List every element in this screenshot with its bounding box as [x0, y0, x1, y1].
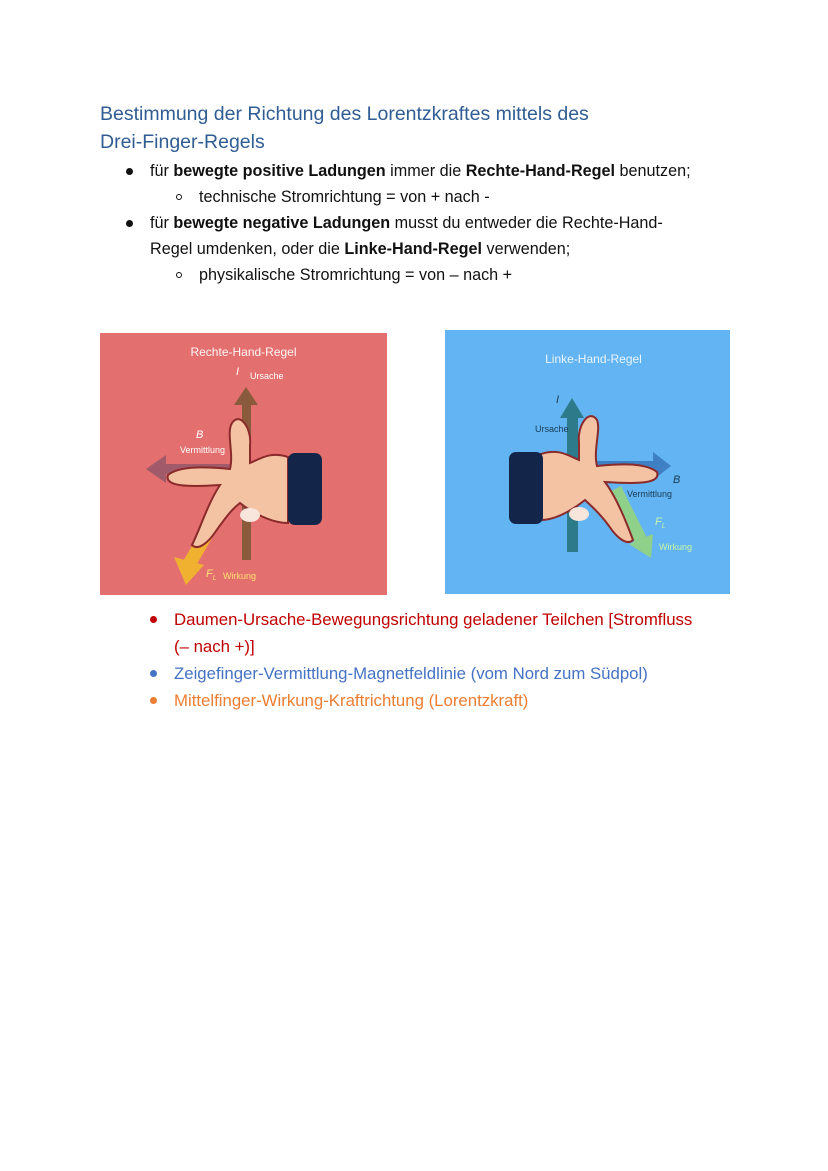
figure-title: Linke-Hand-Regel	[545, 352, 642, 366]
left-hand-illustration	[445, 330, 730, 594]
sleeve-cuff	[288, 453, 322, 525]
bullet-dot	[126, 220, 133, 227]
force-arrow-head	[174, 557, 204, 585]
effect-label: Wirkung	[659, 542, 693, 552]
field-arrow-head	[146, 455, 166, 483]
bullet-positive-charges: für bewegte positive Ladungen immer die Rechte-Hand-Regel benutzen;	[150, 162, 691, 180]
sleeve-cuff	[509, 452, 543, 524]
middle-finger-meaning: Mittelfinger-Wirkung-Kraftrichtung (Lorentzkraft)	[174, 691, 529, 710]
fingernail	[569, 507, 589, 521]
index-finger-meaning: Zeigefinger-Vermittlung-Magnetfeldlinie (vom Nord zum Südpol)	[174, 664, 648, 683]
bullet-negative-charges-line1: für bewegte negative Ladungen musst du entweder die Rechte-Hand-	[150, 214, 663, 232]
current-symbol: I	[556, 394, 560, 406]
bullet-dot-red	[150, 616, 157, 623]
cause-label: Ursache	[535, 424, 569, 434]
current-arrow-head	[560, 398, 584, 418]
left-hand-rule-figure	[445, 330, 730, 594]
right-hand-rule-figure	[100, 333, 387, 595]
sub-bullet-technical-current: technische Stromrichtung = von + nach -	[199, 188, 490, 206]
page-title	[100, 100, 720, 156]
thumb-meaning-line2: (– nach +)]	[174, 637, 255, 656]
mediation-label: Vermittlung	[180, 445, 226, 455]
title-line-1: Bestimmung der Richtung des Lorentzkraftes mittels des	[100, 103, 589, 125]
field-symbol: B	[673, 474, 681, 486]
mediation-label: Vermittlung	[627, 489, 673, 499]
fingernail	[240, 508, 260, 522]
sub-bullet-circle	[176, 272, 182, 278]
thumb-meaning-line1: Daumen-Ursache-Bewegungsrichtung geladener Teilchen [Stromfluss	[174, 610, 693, 629]
right-hand-illustration	[100, 333, 387, 595]
current-symbol: I	[236, 366, 240, 378]
title-line-2: Drei-Finger-Regels	[100, 131, 265, 153]
current-arrow-head	[234, 387, 258, 405]
effect-label: Wirkung	[223, 571, 257, 581]
bullet-dot	[126, 168, 133, 175]
force-symbol: $F_L$	[206, 568, 217, 583]
bullet-negative-charges-line2: Regel umdenken, oder die Linke-Hand-Regel verwenden;	[150, 240, 571, 258]
hand-shape	[168, 419, 288, 547]
bullet-dot-blue	[150, 670, 157, 677]
hand-shape	[541, 416, 657, 542]
force-symbol: $F_L$	[655, 516, 666, 531]
cause-label: Ursache	[250, 371, 284, 381]
bullet-dot-orange	[150, 697, 157, 704]
field-symbol: B	[196, 429, 204, 441]
figure-title: Rechte-Hand-Regel	[190, 345, 297, 359]
sub-bullet-circle	[176, 194, 182, 200]
sub-bullet-physical-current: physikalische Stromrichtung = von – nach +	[199, 266, 513, 284]
